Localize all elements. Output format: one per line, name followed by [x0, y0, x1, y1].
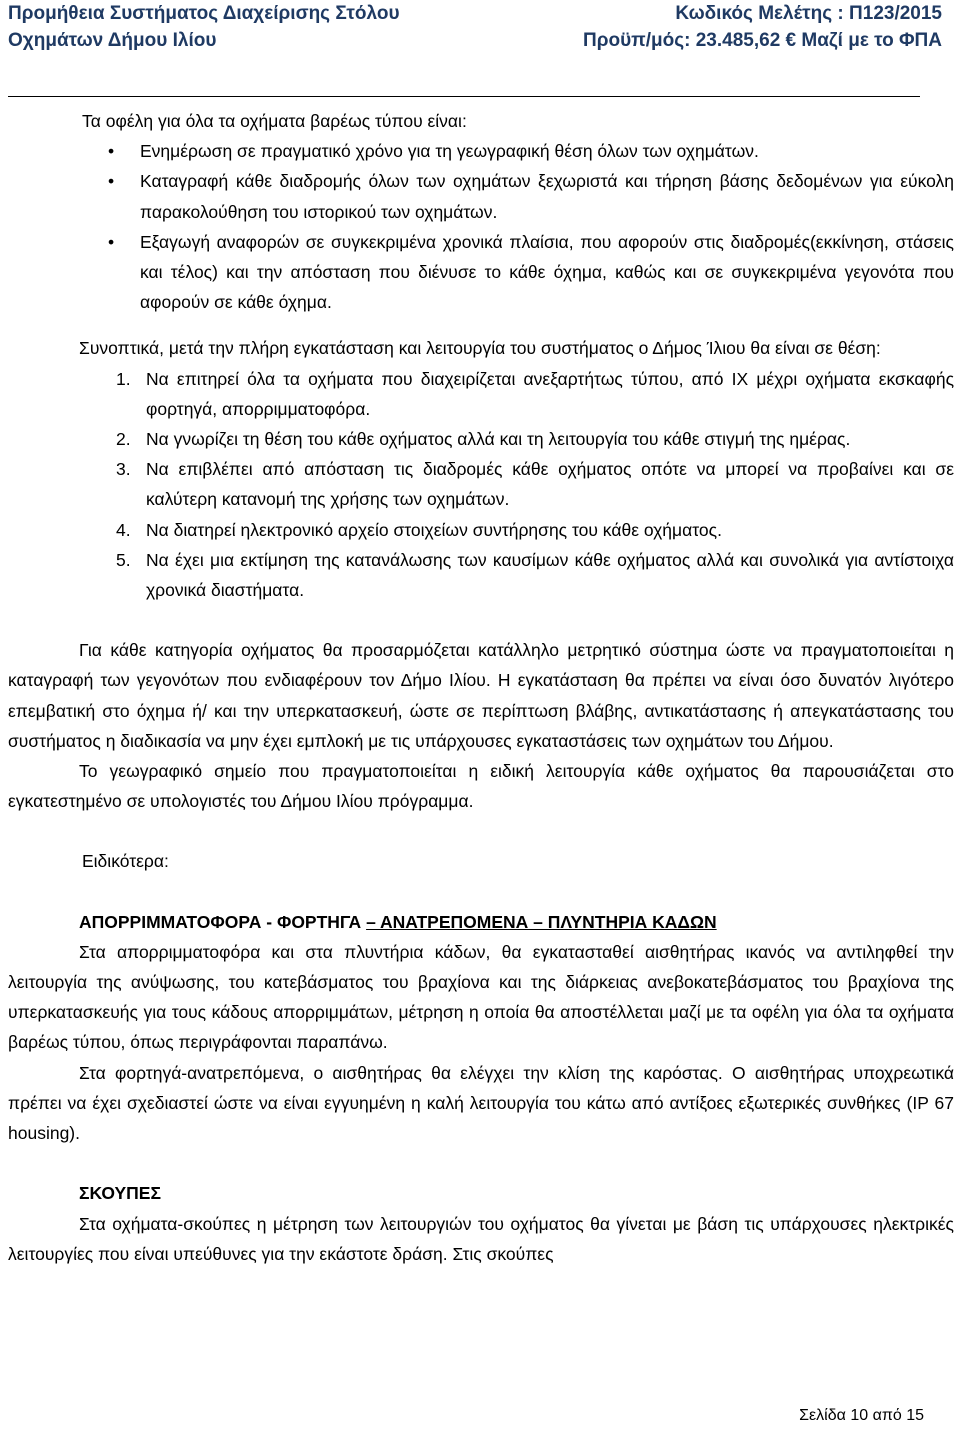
header-meta — [583, 0, 942, 54]
summary-paragraph: Συνοπτικά, μετά την πλήρη εγκατάσταση και λειτουργία του συστήματος ο Δήμος Ίλιου θα είναι σε θέση: — [79, 338, 881, 359]
dump-trucks-paragraph: Στα φορτηγά-ανατρεπόμενα, ο αισθητήρας θα ελέγχει την κλίση της καρόστας. Ο αισθητήρας υποχρεωτικά πρέπει να έχει σχεδιαστεί ώστε να είναι εγγυημένη η καλή λειτουργία του κάτω από αντίξοες εξωτερικές συνθήκες (IP 67 housing). — [8, 1062, 954, 1144]
capabilities-list — [8, 364, 954, 606]
section-heading-garbage-trucks — [8, 907, 954, 937]
header-study-code: Κωδικός Μελέτης : Π123/2015 — [675, 3, 942, 24]
sweepers-paragraph: Στα οχήματα-σκούπες η μέτρηση των λειτουργιών του οχήματος θα γίνεται με βάση τις υπάρχουσες ηλεκτρικές λειτουργίες που είναι υπεύθυνες για την εκάστοτε δράση. Στις σκούπες — [8, 1213, 954, 1264]
benefits-intro: Τα οφέλη για όλα τα οχήματα βαρέως τύπου είναι: — [82, 111, 467, 131]
document-body — [8, 106, 954, 1269]
item-text: Να γνωρίζει τη θέση του κάθε οχήματος αλλά και τη λειτουργία του κάθε στιγμή της ημέρας. — [146, 429, 851, 450]
header-divider — [8, 96, 920, 97]
page-number: Σελίδα 10 από 15 — [799, 1407, 924, 1424]
bullet-icon: • — [108, 171, 115, 192]
list-item — [8, 454, 954, 514]
item-number: 3. — [116, 459, 131, 480]
header-title — [8, 0, 400, 54]
list-item — [8, 166, 954, 226]
item-text: Να επιβλέπει από απόσταση τις διαδρομές κάθε οχήματος οπότε να μπορεί να προβαίνει και σε καλύτερη κατανομή της χρήσης των οχημάτων. — [146, 459, 954, 510]
specifically-label: Ειδικότερα: — [82, 851, 169, 872]
item-text: Να επιτηρεί όλα τα οχήματα που διαχειρίζεται ανεξαρτήτως τύπου, από ΙΧ μέχρι οχήματα εκσκαφής φορτηγά, απορριμματοφόρα. — [146, 368, 954, 419]
list-item — [8, 424, 954, 454]
item-number: 2. — [116, 429, 131, 450]
geo-paragraph: Το γεωγραφικό σημείο που πραγματοποιείται η ειδική λειτουργία κάθε οχήματος θα παρουσιάζεται στο εγκατεστημένο σε υπολογιστές του Δήμου Ιλίου πρόγραμμα. — [8, 761, 954, 812]
list-item — [8, 515, 954, 545]
header-title-line1: Προμήθεια Συστήματος Διαχείρισης Στόλου — [8, 3, 400, 24]
section-heading-part-b: – ΑΝΑΤΡΕΠΟΜΕΝΑ – ΠΛΥΝΤΗΡΙΑ ΚΑΔΩΝ — [366, 911, 717, 932]
bullet-text: Καταγραφή κάθε διαδρομής όλων των οχημάτων ξεχωριστά και τήρηση βάσης δεδομένων για εύκολη παρακολούθηση του ιστορικού των οχημάτων. — [140, 171, 954, 222]
item-number: 1. — [116, 368, 131, 389]
item-text: Να έχει μια εκτίμηση της κατανάλωσης των καυσίμων κάθε οχήματος αλλά και συνολικά για αντίστοιχα χρονικά διαστήματα. — [146, 549, 954, 601]
list-item — [8, 545, 954, 605]
header-budget: Προϋπ/μός: 23.485,62 € Μαζί με το ΦΠΑ — [583, 30, 942, 51]
bullet-text: Εξαγωγή αναφορών σε συγκεκριμένα χρονικά πλαίσια, που αφορούν στις διαδρομές(εκκίνηση, στάσεις και τέλος) και την απόσταση που διένυσε το κάθε όχημα, καθώς και σε συγκεκριμένα γεγονότα που αφορούν σε κάθε όχημα. — [140, 231, 954, 313]
bullet-text: Ενημέρωση σε πραγματικό χρόνο για τη γεωγραφική θέση όλων των οχημάτων. — [140, 141, 759, 162]
item-number: 4. — [116, 519, 131, 540]
item-text: Να διατηρεί ηλεκτρονικό αρχείο στοιχείων συντήρησης του κάθε οχήματος. — [146, 519, 722, 540]
section-heading-sweepers: ΣΚΟΥΠΕΣ — [79, 1183, 161, 1204]
list-item — [8, 136, 954, 166]
garbage-trucks-paragraph: Στα απορριμματοφόρα και στα πλυντήρια κάδων, θα εγκατασταθεί αισθητήρας ικανός να αντιληφθεί την λειτουργία της ανύψωσης, του κατεβάσματος του βραχίονα και της διάρκειας ανεβοκατεβάσματος του βραχίονα της υπερκατασκευής για τους κάδους απορριμμάτων, μέτρηση η οποία θα αποστέλλεται μαζί με τα οφέλη για όλα τα οχήματα βαρέως τύπου, όπως περιγράφονται παραπάνω. — [8, 941, 954, 1053]
bullet-icon: • — [108, 231, 115, 252]
section-heading-part-a: ΑΠΟΡΡΙΜΜΑΤΟΦΟΡΑ - ΦΟΡΤΗΓΑ — [79, 911, 367, 932]
installation-paragraph: Για κάθε κατηγορία οχήματος θα προσαρμόζεται κατάλληλο μετρητικό σύστημα ώστε να πραγματοποιείται η καταγραφή των γεγονότων που ενδιαφέρουν τον Δήμο Ιλίου. Η εγκατάσταση θα πρέπει να είναι όσο δυνατόν λιγότερο επεμβατική στο όχημα ή/ και την υπερκατασκευή, ώστε σε περίπτωση βλάβης, αντικατάστασης ή απεγκατάστασης του συστήματος η διαδικασία να μην έχει εμπλοκή με τις υπάρχουσες εγκαταστάσεις των οχημάτων του Δήμου. — [8, 640, 954, 751]
list-item — [8, 227, 954, 318]
benefits-list — [8, 136, 954, 317]
list-item — [8, 364, 954, 424]
header-title-line2: Οχημάτων Δήμου Ιλίου — [8, 30, 217, 51]
bullet-icon: • — [108, 141, 115, 162]
item-number: 5. — [116, 549, 131, 570]
